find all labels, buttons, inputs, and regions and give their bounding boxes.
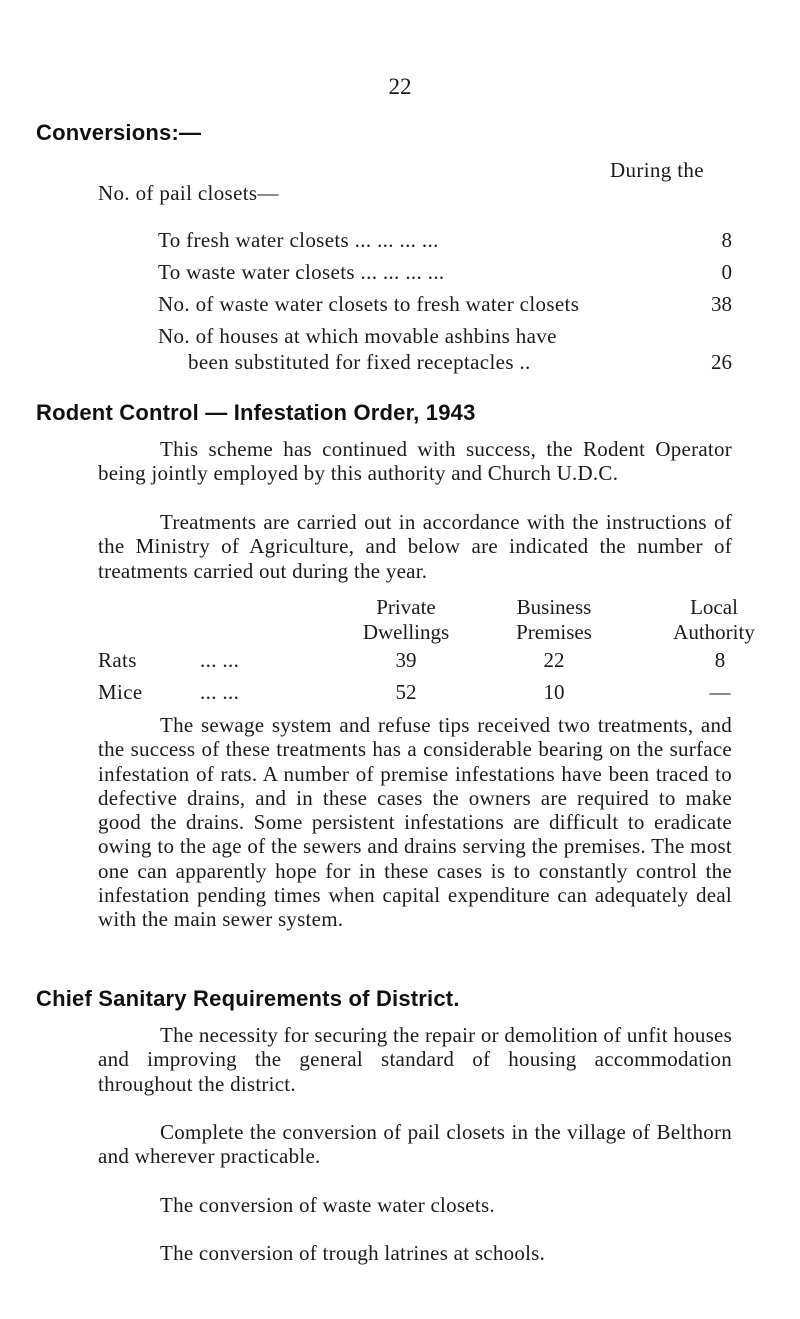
conversion-row-value: 0 (721, 260, 732, 284)
table-row-dots: ... ... (200, 648, 240, 672)
rodent-paragraph (98, 437, 732, 486)
conversion-row-label: To fresh water closets ... ... ... ... (158, 228, 439, 252)
conversion-row-value: 38 (711, 292, 732, 316)
sanitary-paragraph (98, 1120, 732, 1169)
rodent-paragraph-text: This scheme has continued with success, the Rodent Operator being jointly employed by this authority and Church U.D.C. (98, 437, 732, 486)
table-cell: 52 (395, 680, 417, 704)
sanitary-paragraph (98, 1023, 732, 1096)
table-cell: 22 (543, 648, 565, 672)
column-header: During the (610, 158, 704, 182)
table-header-private: Dwellings (362, 620, 450, 644)
conversion-row-label: No. of waste water closets to fresh water closets (158, 292, 580, 316)
ashbins-label-line1: No. of houses at which movable ashbins have (158, 324, 557, 348)
table-header-business: Business (516, 595, 592, 619)
table-cell: 8 (714, 648, 726, 672)
table-cell: — (709, 680, 731, 704)
conversions-heading: Conversions:— (36, 120, 202, 145)
ashbins-value: 26 (711, 350, 732, 374)
table-header-local: Local (690, 595, 738, 619)
sewage-paragraph (98, 713, 732, 932)
treatments-paragraph (98, 510, 732, 583)
conversion-row-value: 8 (721, 228, 732, 252)
table-cell: 39 (395, 648, 417, 672)
sanitary-paragraph (98, 1241, 732, 1265)
table-row-label: Rats (98, 648, 137, 672)
table-cell: 10 (543, 680, 565, 704)
sewage-paragraph-text: The sewage system and refuse tips received two treatments, and the success of these treatments has a considerable bearing on the surface infestation of rats. A number of premise infestations have been traced to defective drains, and in these cases the owners are required to make good the drains. Some persistent infestations are difficult to eradicate owing to the age of the sewers and drains serving the premises. The most one can apparently hope for in these cases is to constantly control the infestation pending times when capital expenditure can adequately deal with the main sewer system. (98, 713, 732, 932)
page-number: 22 (388, 74, 412, 99)
conversion-row-label: To waste water closets ... ... ... ... (158, 260, 445, 284)
table-row-label: Mice (98, 680, 143, 704)
table-header-local: Authority (673, 620, 755, 644)
sanitary-paragraph (98, 1193, 732, 1217)
sanitary-paragraph-text: Complete the conversion of pail closets in the village of Belthorn and wherever practicable. (98, 1120, 732, 1169)
rodent-control-heading: Rodent Control — Infestation Order, 1943 (36, 400, 476, 425)
sanitary-paragraph-text: The necessity for securing the repair or demolition of unfit houses and improving the general standard of housing accommodation throughout the district. (98, 1023, 732, 1096)
sanitary-paragraph-text: The conversion of trough latrines at schools. (160, 1241, 546, 1265)
table-header-business: Premises (516, 620, 592, 644)
ashbins-label-line2: been substituted for fixed receptacles .. (188, 350, 531, 374)
table-header-private: Private (376, 595, 436, 619)
sanitary-requirements-heading: Chief Sanitary Requirements of District. (36, 986, 460, 1011)
pail-closets-subheading: No. of pail closets— (98, 181, 279, 205)
sanitary-paragraph-text: The conversion of waste water closets. (160, 1193, 495, 1217)
treatments-paragraph-text: Treatments are carried out in accordance with the instructions of the Ministry of Agriculture, and below are indicated the number of treatments carried out during the year. (98, 510, 732, 583)
table-row-dots: ... ... (200, 680, 240, 704)
